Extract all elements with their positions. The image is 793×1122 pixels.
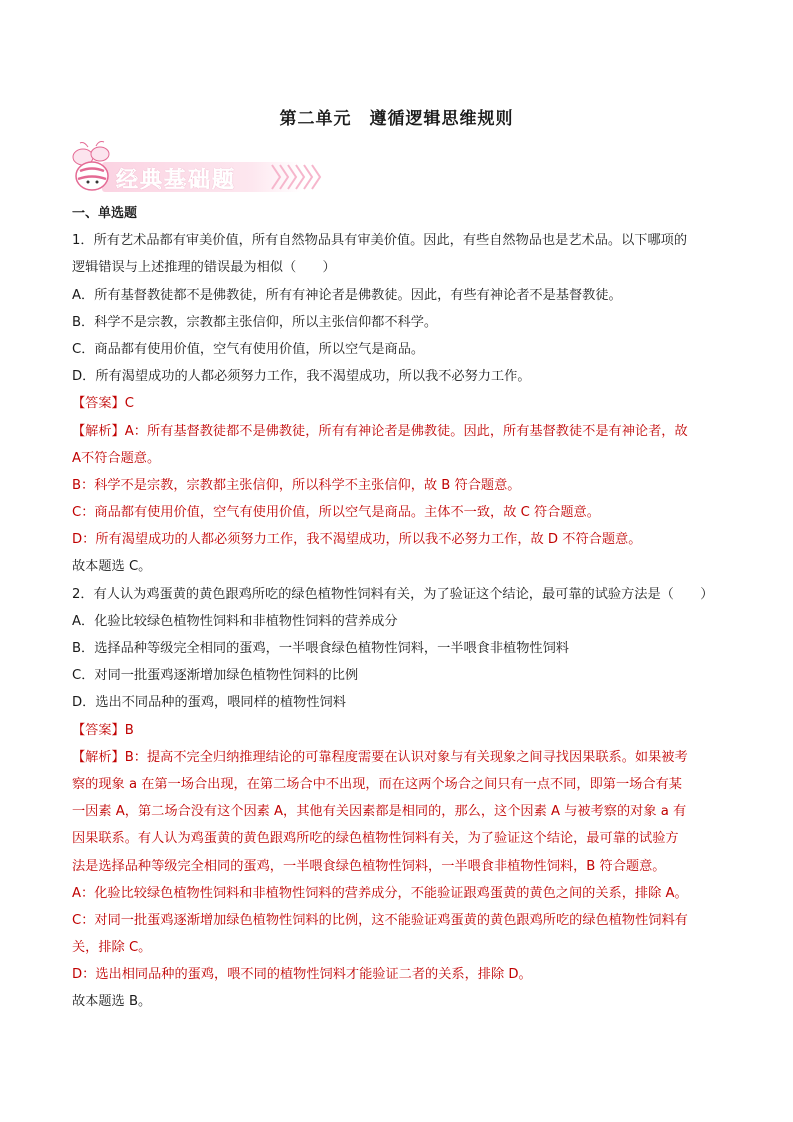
answer-tag: 【答案】 bbox=[72, 722, 125, 738]
option-c: C．对同一批蛋鸡逐渐增加绿色植物性饲料的比例 bbox=[72, 668, 359, 684]
analysis-line: D：所有渴望成功的人都必须努力工作，我不渴望成功，所以我不必努力工作，故 D 不符合题意。 bbox=[72, 532, 642, 548]
analysis-line: 察的现象 a 在第一场合出现，在第二场合中不出现，而在这两个场合之间只有一点不同，即第一场合有某 bbox=[72, 776, 682, 792]
answer-value: B bbox=[124, 722, 134, 738]
analysis-line: 【解析】A：所有基督教徒都不是佛教徒，所有有神论者是佛教徒。因此，所有基督教徒不是有神论者，故 bbox=[72, 423, 688, 439]
option-a: A．化验比较绿色植物性饲料和非植物性饲料的营养成分 bbox=[72, 613, 398, 629]
analysis-line: 一因素 A，第二场合没有这个因素 A，其他有关因素都是相同的，那么，这个因素 A 与被考察的对象 a 有 bbox=[72, 804, 687, 820]
option-a: A．所有基督教徒都不是佛教徒，所有有神论者是佛教徒。因此，有些有神论者不是基督教徒。 bbox=[72, 287, 622, 303]
question-list bbox=[72, 200, 724, 1016]
analysis-tag: 【解析】 bbox=[72, 749, 125, 765]
question-1 bbox=[72, 227, 724, 580]
conclusion: 故本题选 B。 bbox=[72, 994, 152, 1010]
title-unit: 第二单元 bbox=[279, 109, 352, 129]
section-heading: 一、单选题 bbox=[72, 206, 138, 221]
analysis-line: 关，排除 C。 bbox=[72, 940, 152, 956]
analysis-line: B：科学不是宗教，宗教都主张信仰，所以科学不主张信仰，故 B 符合题意。 bbox=[72, 477, 521, 493]
option-b: B．科学不是宗教，宗教都主张信仰，所以主张信仰都不科学。 bbox=[72, 314, 438, 330]
conclusion: 故本题选 C。 bbox=[72, 559, 152, 575]
option-d: D．选出不同品种的蛋鸡，喂同样的植物性饲料 bbox=[72, 695, 346, 711]
option-b: B．选择品种等级完全相同的蛋鸡，一半喂食绿色植物性饲料，一半喂食非植物性饲料 bbox=[72, 641, 569, 656]
analysis-line: 因果联系。有人认为鸡蛋黄的黄色跟鸡所吃的绿色植物性饲料有关，为了验证这个结论，最可靠的试验方 bbox=[72, 831, 679, 847]
analysis-line: 【解析】B：提高不完全归纳推理结论的可靠程度需要在认识对象与有关现象之间寻找因果联系。如果被考 bbox=[72, 749, 688, 765]
title-topic: 遵循逻辑思维规则 bbox=[369, 109, 514, 129]
analysis-line: A：化验比较绿色植物性饲料和非植物性饲料的营养成分，不能验证跟鸡蛋黄的黄色之间的关系，排除 A。 bbox=[72, 885, 688, 901]
analysis-line: C：对同一批蛋鸡逐渐增加绿色植物性饲料的比例，这不能验证鸡蛋黄的黄色跟鸡所吃的绿色植物性饲料有 bbox=[72, 912, 688, 928]
answer-line bbox=[72, 390, 724, 417]
question-stem: 逻辑错误与上述推理的错误最为相似（ ） bbox=[72, 260, 336, 276]
answer-line bbox=[72, 717, 724, 744]
bee-icon bbox=[73, 142, 109, 191]
answer-tag: 【答案】 bbox=[72, 396, 125, 412]
answer-value: C bbox=[124, 396, 134, 412]
page-title bbox=[0, 104, 793, 129]
analysis-line: 法是选择品种等级完全相同的蛋鸡，一半喂食绿色植物性饲料，一半喂食非植物性饲料，B 符合题意。 bbox=[72, 858, 666, 874]
banner-label: 经典基础题 bbox=[116, 168, 237, 193]
analysis-tag: 【解析】 bbox=[72, 423, 125, 439]
analysis-line: C：商品都有使用价值，空气有使用价值，所以空气是商品。主体不一致，故 C 符合题意。 bbox=[72, 505, 600, 521]
analysis-line: A不符合题意。 bbox=[72, 450, 161, 466]
question-stem: 1．所有艺术品都有审美价值，所有自然物品具有审美价值。因此，有些自然物品也是艺术品。以下哪项的 bbox=[72, 233, 688, 249]
option-d: D．所有渴望成功的人都必须努力工作，我不渴望成功，所以我不必努力工作。 bbox=[72, 369, 531, 385]
question-stem: 2．有人认为鸡蛋黄的黄色跟鸡所吃的绿色植物性饲料有关，为了验证这个结论，最可靠的试验方法是（ ） bbox=[72, 586, 714, 602]
option-c: C．商品都有使用价值，空气有使用价值，所以空气是商品。 bbox=[72, 341, 425, 357]
question-2 bbox=[72, 581, 724, 1016]
analysis-line: D：选出相同品种的蛋鸡，喂不同的植物性饲料才能验证二者的关系，排除 D。 bbox=[72, 967, 532, 983]
